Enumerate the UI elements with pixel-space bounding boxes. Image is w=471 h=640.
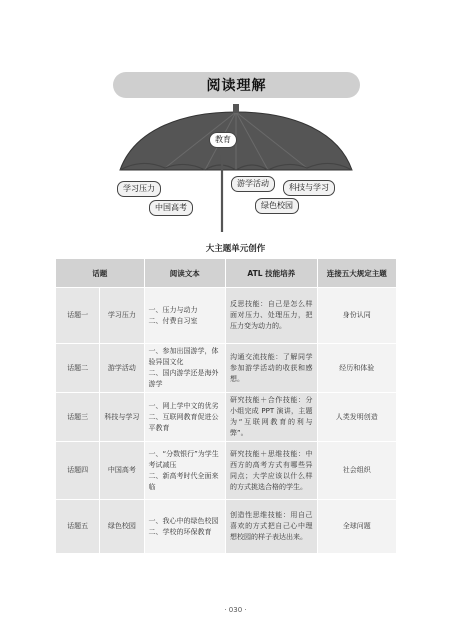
theme-cell: 全球问题: [317, 500, 397, 554]
theme-cell: 经历和体验: [317, 344, 397, 393]
atl-cell: 创造性思维技能：用自己喜欢的方式把自己心中理想校园的样子表达出来。: [225, 500, 317, 554]
table-row: [56, 288, 397, 344]
subtopic-cell: 学习压力: [100, 288, 144, 344]
topic-cell: 话题三: [56, 393, 100, 442]
umbrella-knob: [233, 104, 239, 113]
atl-cell: 沟通交流技能：了解同学参加游学活动的收获和感想。: [225, 344, 317, 393]
atl-cell: 研究技能＋合作技能：分小组完成 PPT 演讲，主题为“互联网教育的利与弊”。: [225, 393, 317, 442]
reading-text-line: 一、我心中的绿色校园: [148, 516, 219, 525]
umbrella-diagram: [0, 0, 471, 260]
reading-text-line: 二、付费自习室: [148, 316, 198, 325]
table-row: [56, 344, 397, 393]
table-caption: 大主题单元创作: [205, 244, 266, 254]
header-topic: 话题: [56, 259, 145, 288]
reading-text-line: 二、学校的环保教育: [148, 527, 212, 536]
reading-text-line: 二、国内游学还是海外游学: [148, 369, 219, 388]
diagram-tag-tech-learning: 科技与学习: [283, 180, 335, 196]
theme-cell: 人类发明创造: [317, 393, 397, 442]
diagram-center-label: 教育: [209, 132, 237, 148]
topic-cell: 话题二: [56, 344, 100, 393]
header-reading-text: 阅读文本: [144, 259, 225, 288]
atl-cell: 反思技能：自己是怎么样面对压力、处理压力，把压力变为动力的。: [225, 288, 317, 344]
theme-cell: 身份认同: [317, 288, 397, 344]
header-atl-skills: ATL 技能培养: [225, 259, 317, 288]
reading-text-cell: [144, 288, 225, 344]
reading-text-cell: [144, 500, 225, 554]
subtopic-cell: 科技与学习: [100, 393, 144, 442]
reading-text-line: 一、“分数银行”为学生考试减压: [148, 449, 219, 469]
table-header-row: [56, 259, 397, 288]
reading-text-cell: [144, 442, 225, 500]
page-title: 阅读理解: [113, 72, 360, 98]
topic-cell: 话题五: [56, 500, 100, 554]
topic-cell: 话题一: [56, 288, 100, 344]
reading-text-cell: [144, 393, 225, 442]
reading-text-line: 一、参加出国游学，体验异国文化: [148, 347, 219, 366]
diagram-tag-study-tour: 游学活动: [231, 176, 275, 192]
subtopic-cell: 游学活动: [100, 344, 144, 393]
reading-text-line: 一、压力与动力: [148, 305, 198, 314]
table-row: [56, 442, 397, 500]
atl-cell: 研究技能＋思维技能：中西方的高考方式有哪些异同点；大学应该以什么样的方式挑选合格的学生。: [225, 442, 317, 500]
subtopic-cell: 中国高考: [100, 442, 144, 500]
diagram-tag-green-campus: 绿色校园: [255, 198, 299, 214]
theme-cell: 社会组织: [317, 442, 397, 500]
topic-table: [55, 258, 397, 554]
reading-text-cell: [144, 344, 225, 393]
diagram-tag-gaokao: 中国高考: [149, 200, 193, 216]
subtopic-cell: 绿色校园: [100, 500, 144, 554]
table-row: [56, 393, 397, 442]
reading-text-line: 一、网上学中文的优劣: [148, 401, 219, 410]
page-number: · 030 ·: [224, 606, 247, 614]
reading-text-line: 二、互联网教育促进公平教育: [148, 412, 219, 432]
diagram-tag-study-pressure: 学习压力: [117, 181, 161, 197]
topic-cell: 话题四: [56, 442, 100, 500]
header-themes: 连接五大规定主题: [317, 259, 397, 288]
table-row: [56, 500, 397, 554]
reading-text-line: 二、新高考时代全面来临: [148, 471, 219, 491]
